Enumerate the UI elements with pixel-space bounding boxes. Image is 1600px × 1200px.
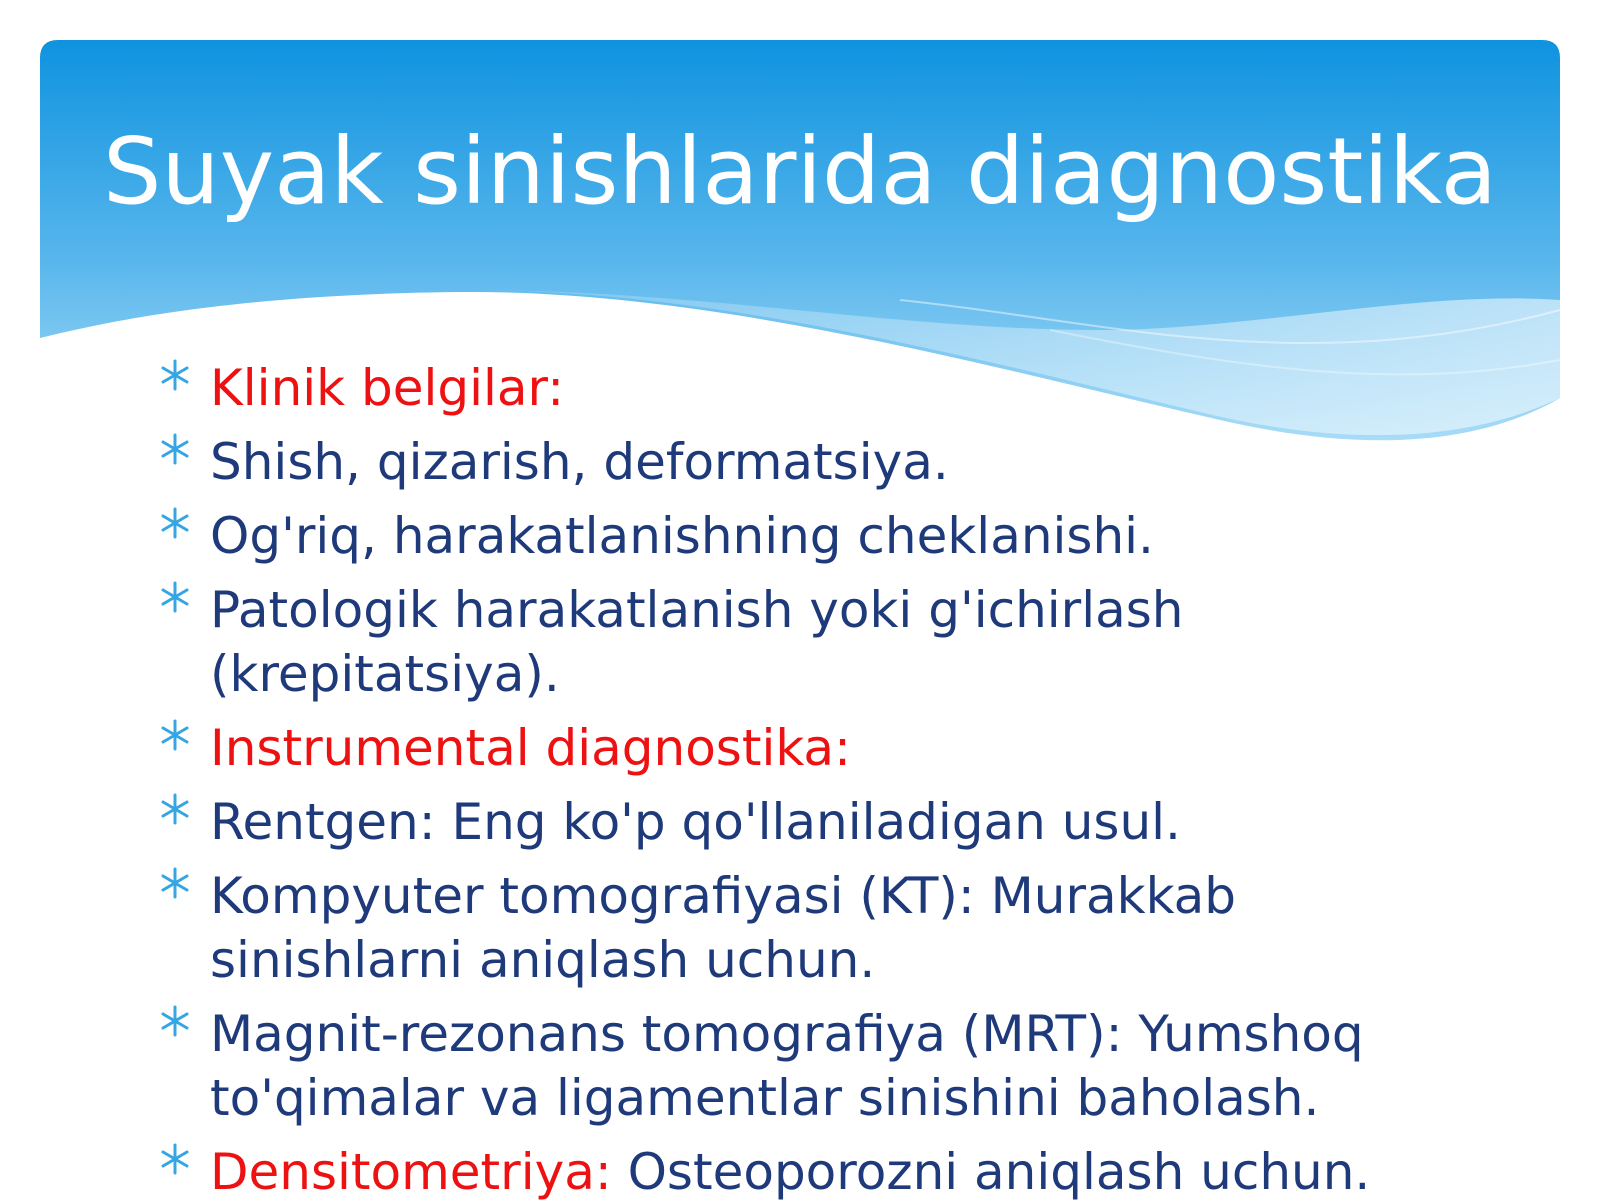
- bullet-item-clinical-heading: [158, 356, 1458, 420]
- slide-title: Suyak sinishlarida diagnostika: [103, 118, 1497, 225]
- bullet-list: [158, 356, 1458, 1200]
- bullet-item-mri: [158, 1002, 1458, 1130]
- bullet-text: Osteoporozni aniqlash uchun.: [611, 1143, 1371, 1200]
- bullet-text: Shish, qizarish, deformatsiya.: [210, 433, 949, 491]
- asterisk-bullet-icon: [158, 1142, 192, 1176]
- bullet-text: Magnit-rezonans tomografiya (MRT): Yumshoq to'qimalar va ligamentlar sinishini baholash.: [210, 1005, 1364, 1127]
- bullet-item-swelling: [158, 430, 1458, 494]
- bullet-text: Patologik harakatlanish yoki g'ichirlash (krepitatsiya).: [210, 581, 1184, 703]
- bullet-item-pain: [158, 504, 1458, 568]
- asterisk-bullet-icon: [158, 718, 192, 752]
- asterisk-bullet-icon: [158, 506, 192, 540]
- bullet-text: Rentgen: Eng ko'p qo'llaniladigan usul.: [210, 793, 1181, 851]
- bullet-highlight: Instrumental diagnostika:: [210, 719, 851, 777]
- bullet-highlight: Klinik belgilar:: [210, 359, 565, 417]
- asterisk-bullet-icon: [158, 866, 192, 900]
- asterisk-bullet-icon: [158, 792, 192, 826]
- bullet-text: Og'riq, harakatlanishning cheklanishi.: [210, 507, 1154, 565]
- asterisk-bullet-icon: [158, 1004, 192, 1038]
- asterisk-bullet-icon: [158, 432, 192, 466]
- bullet-item-xray: [158, 790, 1458, 854]
- bullet-item-crepitation: [158, 578, 1458, 706]
- asterisk-bullet-icon: [158, 580, 192, 614]
- bullet-text: Kompyuter tomografiyasi (KT): Murakkab sinishlarni aniqlash uchun.: [210, 867, 1237, 989]
- bullet-item-densitometry: [158, 1140, 1458, 1200]
- bullet-highlight: Densitometriya:: [210, 1143, 612, 1200]
- asterisk-bullet-icon: [158, 358, 192, 392]
- bullet-item-ct: [158, 864, 1458, 992]
- bullet-item-instrumental-heading: [158, 716, 1458, 780]
